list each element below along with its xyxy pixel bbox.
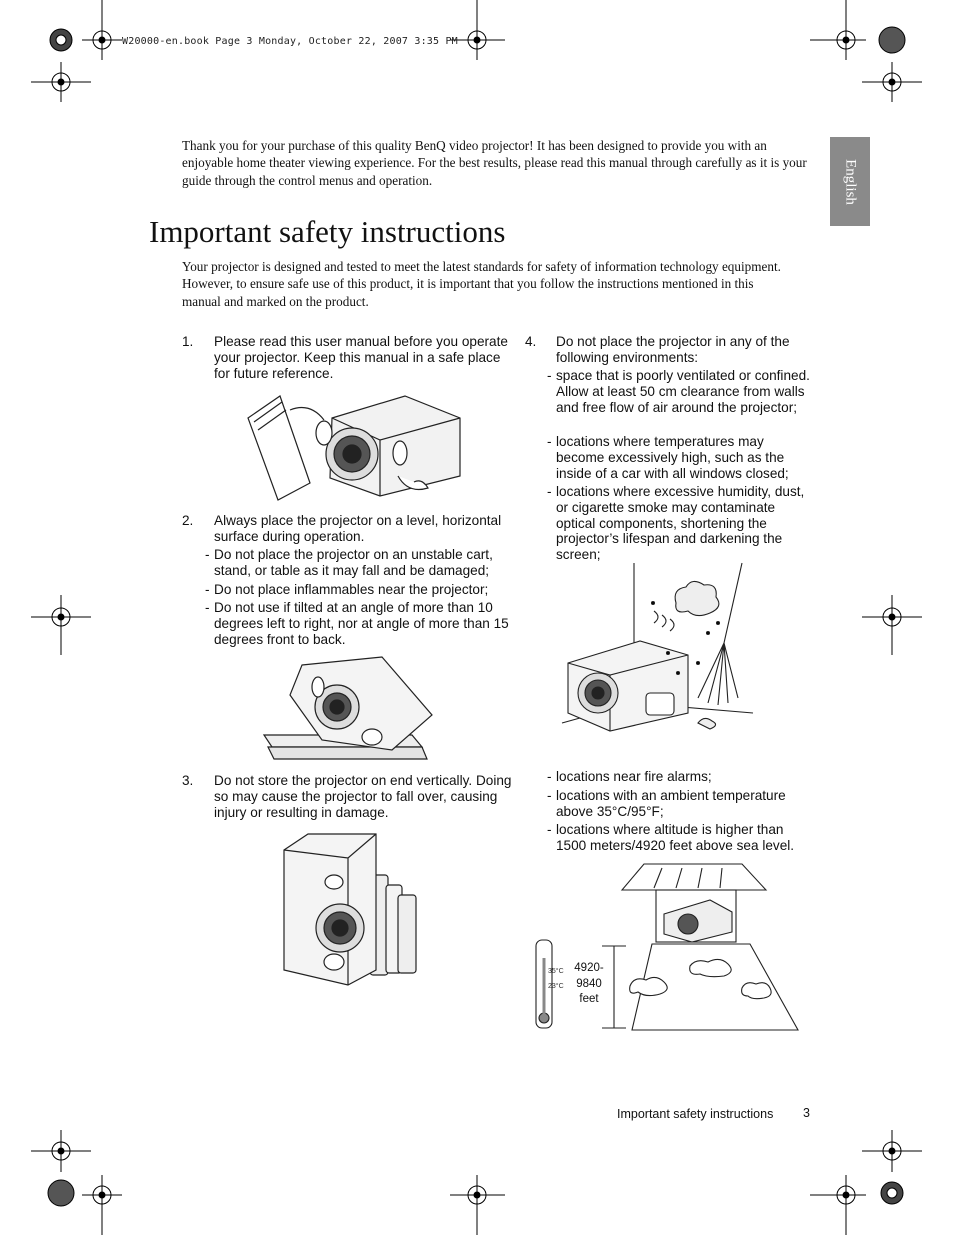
item-number: 4.: [525, 334, 537, 349]
section-title: Important safety instructions: [149, 214, 506, 249]
thermometer-labels: [548, 967, 564, 991]
sub-item-text: space that is poorly ventilated or confined. Allow at least 50 cm clearance from walls and free flow of air around the projector;: [556, 368, 810, 415]
sub-item-text: locations near fire alarms;: [556, 769, 712, 784]
altitude-label: [571, 961, 607, 1008]
illustration-dusty-corner: [558, 563, 758, 748]
sub-item-text: Do not place inflammables near the projector;: [214, 582, 489, 597]
language-tab: [830, 137, 870, 226]
item-text: Do not store the projector on end vertically. Doing so may cause the projector to fall over, causing injury or resulting in damage.: [214, 773, 512, 820]
footer-section-label: Important safety instructions: [617, 1107, 774, 1121]
thermometer-high: 35°C: [548, 968, 564, 975]
item-number: 1.: [182, 334, 194, 349]
intro-paragraph: Thank you for your purchase of this quality BenQ video projector! It has been designed to provide you with an enjoyable home theater viewing experience. For the best results, please read this manual through carefully as it is your guide through the control menus and operation.: [182, 138, 807, 188]
altitude-label-line: 9840: [576, 977, 602, 990]
item-text: Do not place the projector in any of the following environments:: [556, 334, 790, 365]
illustration-read-manual: [240, 388, 470, 503]
sub-item-text: Do not use if tilted at an angle of more than 10 degrees left to right, nor at angle of more than 15 degrees front to back.: [214, 600, 509, 647]
illustration-tilted-projector: [262, 655, 437, 765]
sub-item-text: locations where altitude is higher than 1500 meters/4920 feet above sea level.: [556, 822, 795, 853]
section-lead: Your projector is designed and tested to meet the latest standards for safety of information technology equipment. However, to ensure safe use of this product, it is important that you follow the instructions mentioned in this manual and marked on the product.: [182, 259, 781, 309]
item-text: Always place the projector on a level, horizontal surface during operation.: [214, 513, 502, 544]
item-number: 3.: [182, 773, 194, 788]
sub-item-text: locations with an ambient temperature above 35°C/95°F;: [556, 788, 786, 819]
sub-item-text: locations where temperatures may become excessively high, such as the inside of a car with all windows closed;: [556, 434, 789, 481]
illustration-altitude: [532, 862, 802, 1034]
altitude-label-line: feet: [579, 993, 599, 1005]
item-text: Please read this user manual before you operate your projector. Keep this manual in a safe place for future reference.: [214, 334, 508, 381]
illustration-vertical-projector: [278, 830, 423, 990]
language-tab-label: English: [842, 158, 859, 205]
altitude-label-line: 4920-: [574, 962, 604, 974]
page-number: 3: [803, 1106, 810, 1120]
sub-item-text: Do not place the projector on an unstable cart, stand, or table as it may fall and be damaged;: [214, 547, 493, 578]
sub-item-text: locations where excessive humidity, dust, or cigarette smoke may contaminate optical components, shortening the projector’s lifespan and darkening the screen;: [556, 484, 805, 563]
print-header-info: W20000-en.book Page 3 Monday, October 22, 2007 3:35 PM: [122, 36, 458, 47]
item-number: 2.: [182, 513, 194, 528]
thermometer-low: 23°C: [548, 983, 564, 990]
